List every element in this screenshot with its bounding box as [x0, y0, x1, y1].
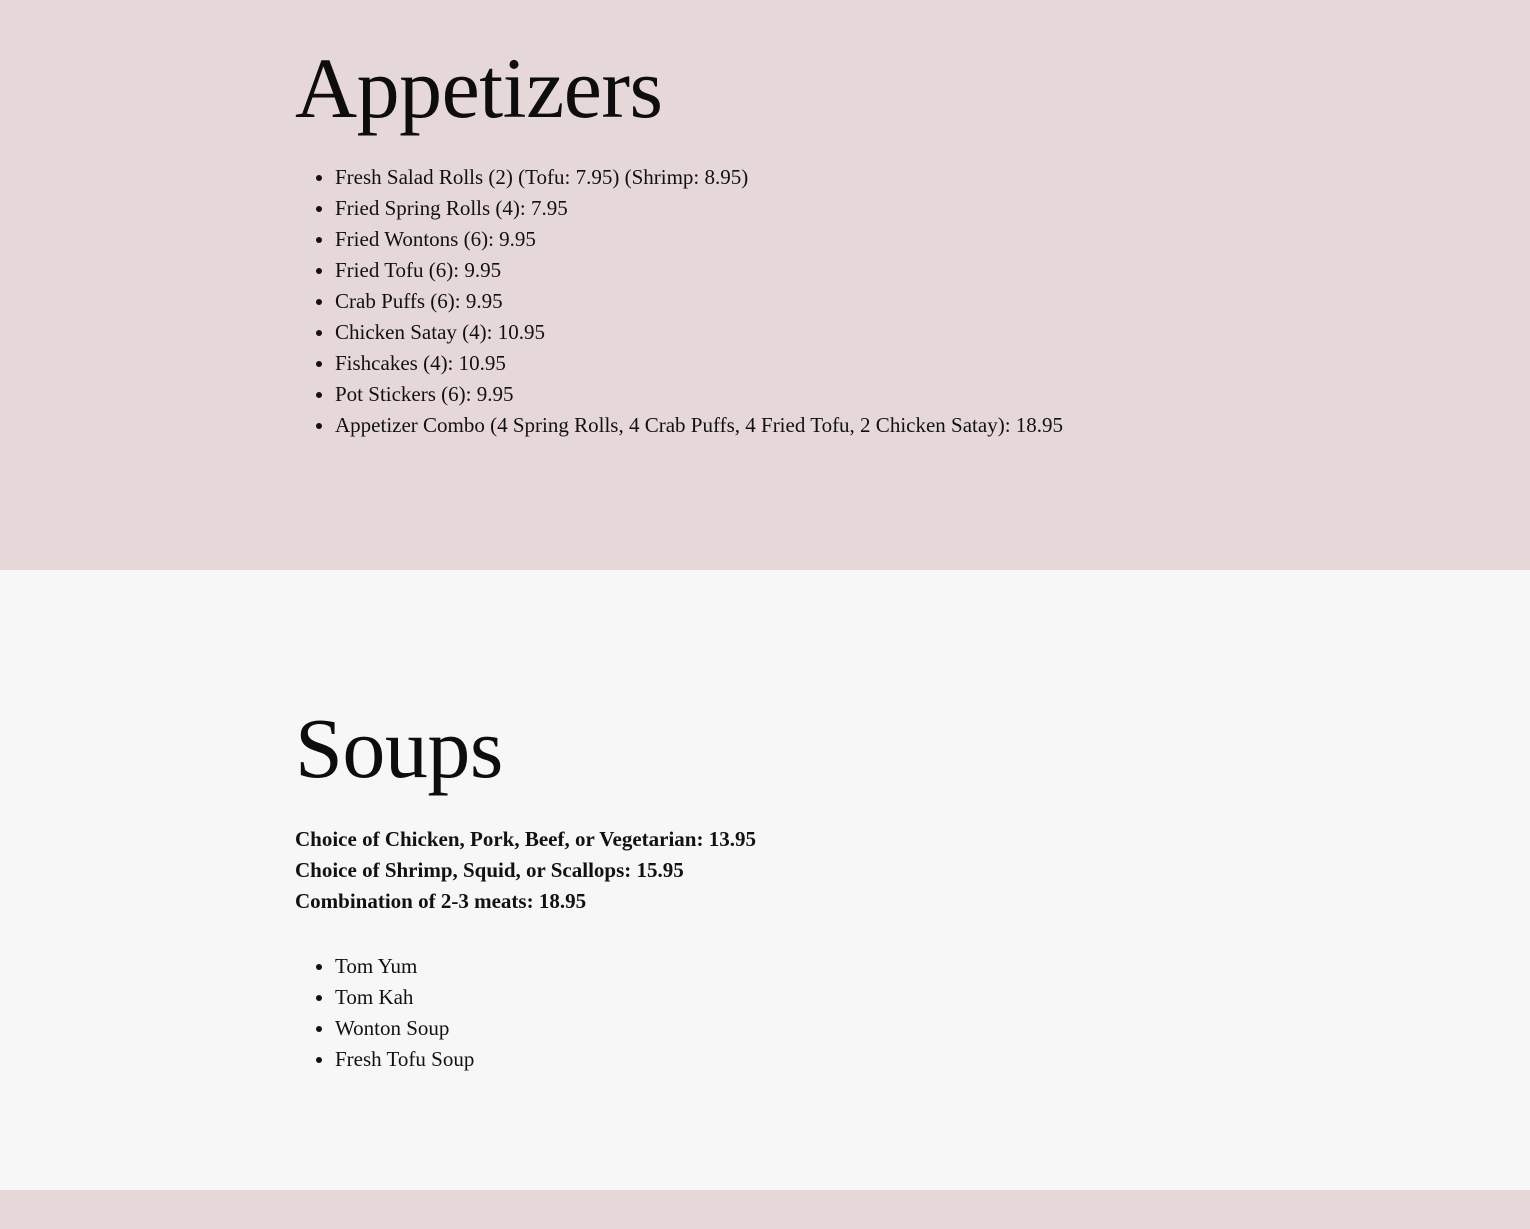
soups-content — [295, 698, 1235, 1075]
appetizer-item: • Fried Tofu (6): 9.95 — [335, 255, 1235, 286]
soup-price-note: Choice of Shrimp, Squid, or Scallops: 15.95 — [295, 858, 684, 882]
soups-section — [0, 570, 1530, 1190]
soup-price-note: Choice of Chicken, Pork, Beef, or Vegetarian: 13.95 — [295, 827, 756, 851]
appetizer-item: • Crab Puffs (6): 9.95 — [335, 286, 1235, 317]
appetizers-content — [295, 38, 1235, 441]
soup-item: • Wonton Soup — [335, 1013, 1235, 1044]
appetizer-item: • Fried Spring Rolls (4): 7.95 — [335, 193, 1235, 224]
appetizer-item: • Fresh Salad Rolls (2) (Tofu: 7.95) (Shrimp: 8.95) — [335, 162, 1235, 193]
appetizer-item: • Fishcakes (4): 10.95 — [335, 348, 1235, 379]
appetizer-item: • Pot Stickers (6): 9.95 — [335, 379, 1235, 410]
appetizers-section — [0, 0, 1530, 570]
soup-item: • Tom Kah — [335, 982, 1235, 1013]
appetizers-heading: Appetizers — [295, 40, 663, 136]
appetizers-list — [295, 162, 1235, 441]
soup-price-note: Combination of 2-3 meats: 18.95 — [295, 889, 587, 913]
soups-heading: Soups — [295, 700, 503, 796]
appetizer-item: • Fried Wontons (6): 9.95 — [335, 224, 1235, 255]
soups-list — [295, 951, 1235, 1075]
next-section-band — [0, 1190, 1530, 1229]
appetizer-item: • Appetizer Combo (4 Spring Rolls, 4 Crab Puffs, 4 Fried Tofu, 2 Chicken Satay): 18.95 — [335, 410, 1235, 441]
appetizer-item: • Chicken Satay (4): 10.95 — [335, 317, 1235, 348]
soup-item: • Tom Yum — [335, 951, 1235, 982]
soup-item: • Fresh Tofu Soup — [335, 1044, 1235, 1075]
soup-price-notes — [295, 824, 1235, 917]
